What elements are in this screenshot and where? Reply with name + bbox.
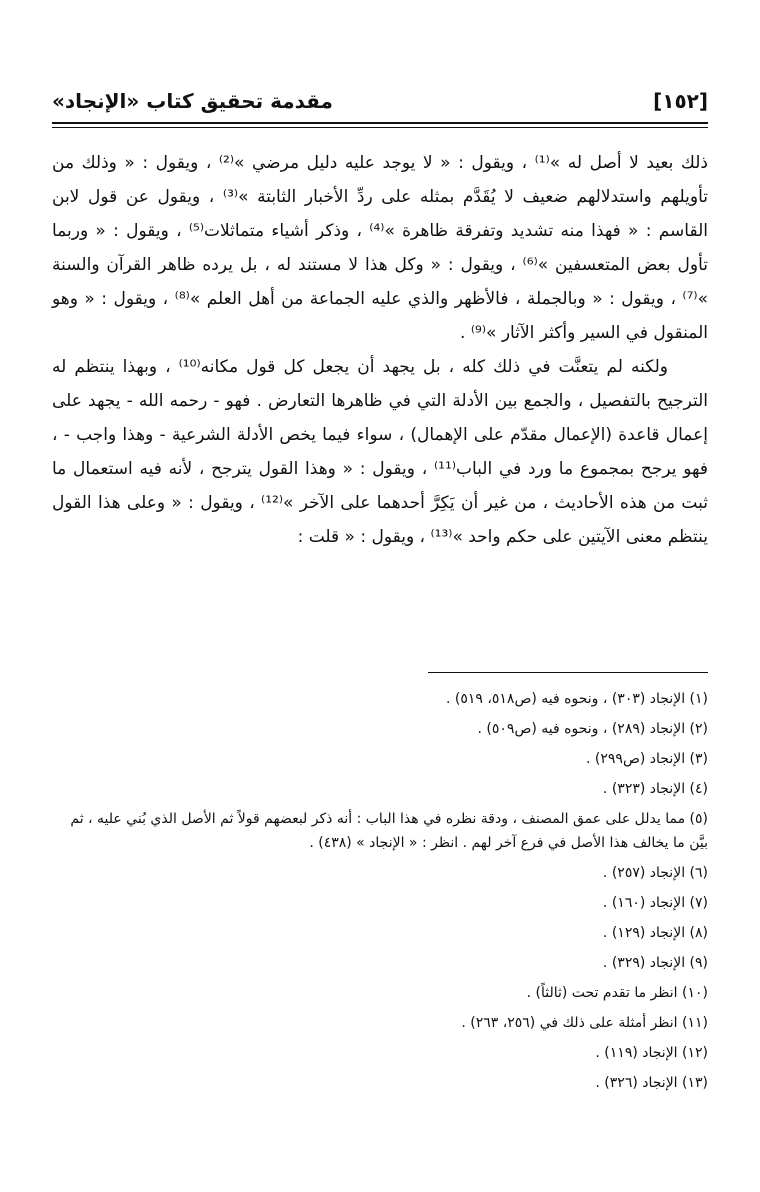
page-header [52,84,708,118]
footnote: (٢) الإنجاد (٢٨٩) ، ونحوه فيه (ص٥٠٩) . [477,721,708,737]
footnote: (١٠) انظر ما تقدم تحت (ثالثاً) . [526,985,708,1001]
footnote-separator [428,672,708,673]
footnote: (١١) انظر أمثلة على ذلك في (٢٥٦، ٢٦٣) . [461,1015,708,1031]
paragraph: ولكنه لم يتعنَّت في ذلك كله ، بل يجهد أن يجعل كل قول مكانه⁽¹⁰⁾ ، وبهذا ينتظم له الترجيح بالتفصيل ، والجمع بين الأدلة التي في ظاهرها التعارض . فهو - رحمه الله - يجهد على إعمال قاعدة (الإعمال مقدّم على الإهمال) ، سواء فيما يخص الأدلة الشرعية - وهذا واجب - ، فهو يرجح بمجموع ما ورد في الباب⁽¹¹⁾ ، ويقول : « وهذا القول يترجح ، لأنه فيه استعمال ما ثبت من هذه الأحاديث ، من غير أن يَكِرَّ أحدهما على الآخر »⁽¹²⁾ ، ويقول : « وعلى هذا القول ينتظم معنى الآيتين على حكم واحد »⁽¹³⁾ ، ويقول : « قلت : [52,357,708,547]
footnote: (٥) مما يدلل على عمق المصنف ، ودقة نظره في هذا الباب : أنه ذكر لبعضهم قولاً ثم الأصل الذي بُني عليه ، ثم بيَّن ما يخالف هذا الأصل في فرع آخر لهم . انظر : « الإنجاد » (٤٣٨) . [70,811,708,851]
footnote: (٤) الإنجاد (٣٢٣) . [602,781,708,797]
main-text [52,146,708,554]
footnote: (١) الإنجاد (٣٠٣) ، ونحوه فيه (ص٥١٨، ٥١٩) . [445,691,708,707]
paragraph: ذلك بعيد لا أصل له »⁽¹⁾ ، ويقول : « لا يوجد عليه دليل مرضي »⁽²⁾ ، ويقول : « وذلك من تأويلهم واستدلالهم ضعيف لا يُقَدَّم بمثله على ردِّ الأخبار الثابتة »⁽³⁾ ، ويقول عن قول لابن القاسم : « فهذا منه تشديد وتفرقة ظاهرة »⁽⁴⁾ ، وذكر أشياء متماثلات⁽⁵⁾ ، ويقول : « وربما تأول بعض المتعسفين »⁽⁶⁾ ، ويقول : « وكل هذا لا مستند له ، بل يرده ظاهر القرآن والسنة »⁽⁷⁾ ، ويقول : « وبالجملة ، فالأظهر والذي عليه الجماعة من أهل العلم »⁽⁸⁾ ، ويقول : « وهو المنقول في السير وأكثر الآثار »⁽⁹⁾ . [52,153,709,343]
running-title: مقدمة تحقيق كتاب «الإنجاد» [52,89,333,113]
footnote: (٨) الإنجاد (١٢٩) . [602,925,708,941]
page-number: [١٥٢] [653,89,708,113]
footnote: (٧) الإنجاد (١٦٠) . [602,895,708,911]
footnote: (٣) الإنجاد (ص٢٩٩) . [586,751,708,767]
footnote: (٦) الإنجاد (٢٥٧) . [602,865,708,881]
footnote: (٩) الإنجاد (٣٢٩) . [602,955,708,971]
footnote: (١٢) الإنجاد (١١٩) . [595,1045,708,1061]
footnotes-list [52,684,708,1098]
header-rule [52,122,708,128]
footnote: (١٣) الإنجاد (٣٢٦) . [595,1075,708,1091]
